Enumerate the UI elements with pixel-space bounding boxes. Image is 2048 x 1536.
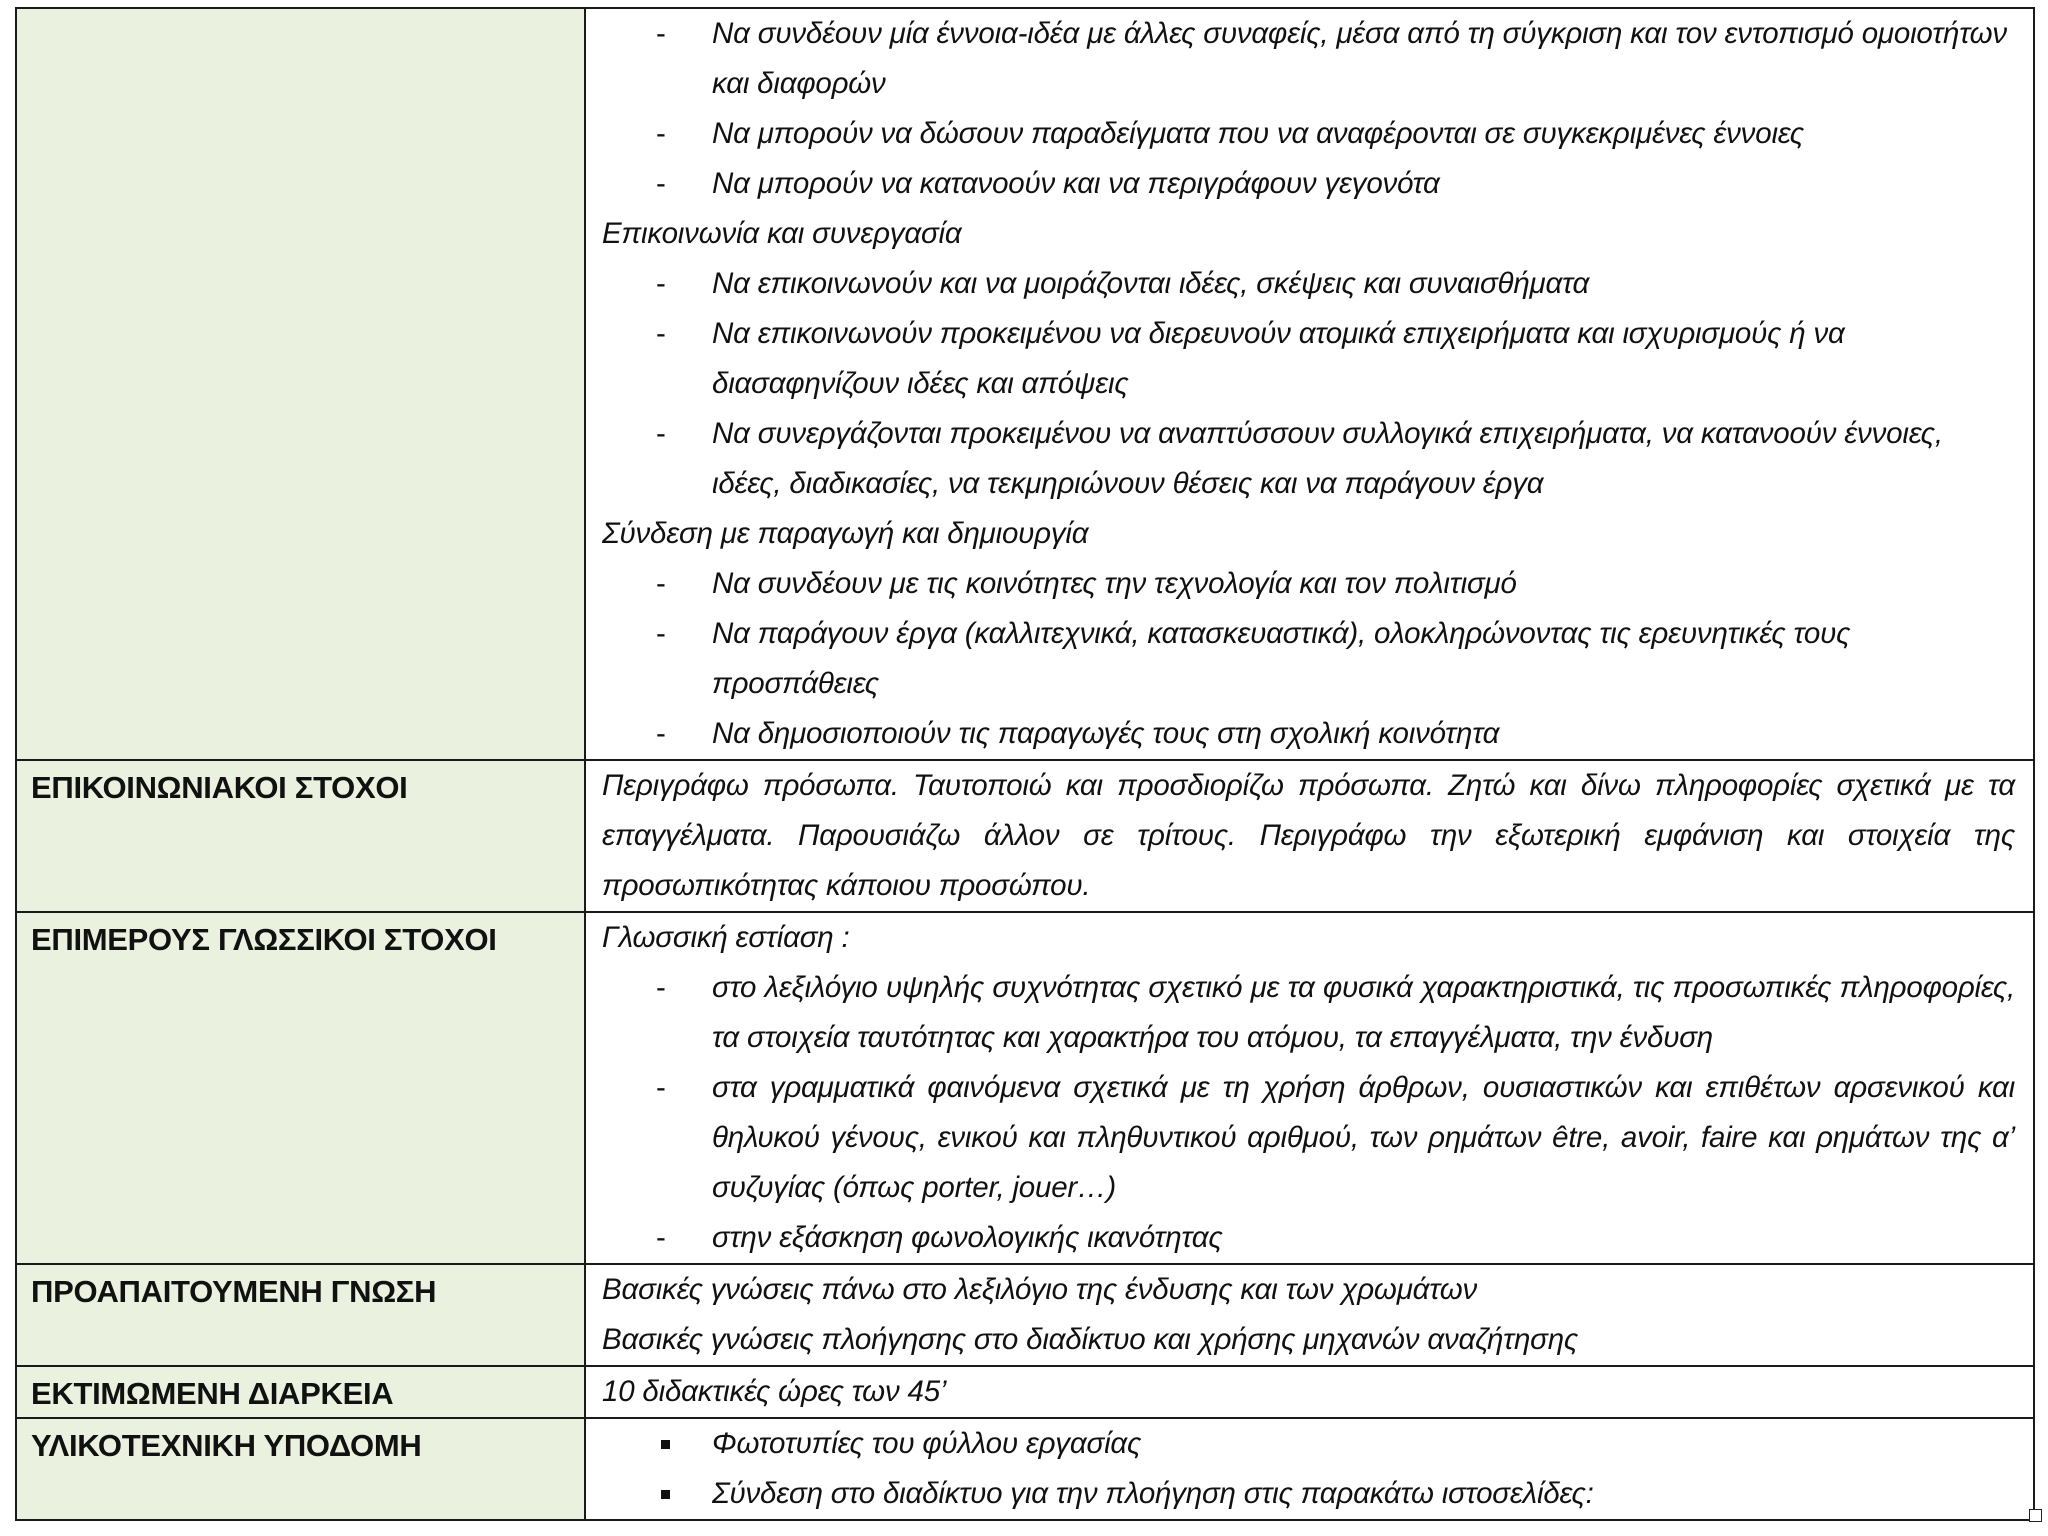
communicative-goals-text: Περιγράφω πρόσωπα. Ταυτοποιώ και προσδιορίζω πρόσωπα. Ζητώ και δίνω πληροφορίες σχετικά με τα επαγγέλματα. Παρουσιάζω άλλον σε τρίτους. Περιγράφω την εξωτερική εμφάνιση και στοιχεία της προσωπικότητας κάποιου προσώπου. [602,769,2015,902]
list-item: - στα γραμματικά φαινόμενα σχετικά με τη χρήση άρθρων, ουσιαστικών και επιθέτων αρσενικού και θηλυκού γένους, ενικού και πληθυντικού αριθμού, των ρημάτων être, avoir, faire και ρημάτων της α’ συζυγίας (όπως porter, jouer…) [602,1063,2015,1213]
list-item: - Να δημοσιοποιούν τις παραγωγές τους στη σχολική κοινότητα [602,709,2015,759]
list-item: - στο λεξιλόγιο υψηλής συχνότητας σχετικό με τα φυσικά χαρακτηριστικά, τις προσωπικές πληροφορίες, τα στοιχεία ταυτότητας και χαρακτήρα του ατόμου, τα επαγγέλματα, την ένδυση [602,963,2015,1063]
list-item: - στην εξάσκηση φωνολογικής ικανότητας [602,1213,2015,1263]
goals-continuation-cell [585,8,2034,760]
duration-label: ΕΚΤΙΜΩΜΕΝΗ ΔΙΑΡΚΕΙΑ [16,1366,585,1418]
communicative-goals-cell [585,760,2034,912]
lesson-plan-table [15,7,2035,1521]
communicative-goals-label: ΕΠΙΚΟΙΝΩΝΙΑΚΟΙ ΣΤΟΧΟΙ [16,760,585,912]
bullet-list-c [602,559,2015,759]
linguistic-bullet-list [602,963,2015,1263]
list-item: - Να μπορούν να δώσουν παραδείγματα που να αναφέρονται σε συγκεκριμένες έννοιες [602,109,2015,159]
linguistic-goals-cell [585,912,2034,1264]
list-item: Σύνδεση στο διαδίκτυο για την πλοήγηση στις παρακάτω ιστοσελίδες: [602,1469,2015,1519]
linguistic-goals-row [16,912,2034,1264]
list-item: - Να συνδέουν με τις κοινότητες την τεχνολογία και τον πολιτισμό [602,559,2015,609]
list-item: - Να παράγουν έργα (καλλιτεχνικά, κατασκευαστικά), ολοκληρώνοντας τις ερευνητικές τους προσπάθειες [602,609,2015,709]
prerequisite-line: Βασικές γνώσεις πλοήγησης στο διαδίκτυο και χρήσης μηχανών αναζήτησης [602,1323,1579,1356]
linguistic-goals-label: ΕΠΙΜΕΡΟΥΣ ΓΛΩΣΣΙΚΟΙ ΣΤΟΧΟΙ [16,912,585,1264]
section-heading-production: Σύνδεση με παραγωγή και δημιουργία [602,517,1089,550]
equipment-row [16,1418,2034,1520]
equipment-cell [585,1418,2034,1520]
bullet-list-a [602,9,2015,209]
duration-cell [585,1366,2034,1418]
bullet-list-b [602,259,2015,509]
prerequisite-cell [585,1264,2034,1366]
prerequisite-label: ΠΡΟΑΠΑΙΤΟΥΜΕΝΗ ΓΝΩΣΗ [16,1264,585,1366]
prerequisite-line: Βασικές γνώσεις πάνω στο λεξιλόγιο της ένδυσης και των χρωμάτων [602,1273,1478,1306]
section-heading-communication: Επικοινωνία και συνεργασία [602,217,962,250]
list-item: Φωτοτυπίες του φύλλου εργασίας [602,1419,2015,1469]
duration-row [16,1366,2034,1418]
equipment-label: ΥΛΙΚΟΤΕΧΝΙΚΗ ΥΠΟΔΟΜΗ [16,1418,585,1520]
list-item: - Να επικοινωνούν προκειμένου να διερευνούν ατομικά επιχειρήματα και ισχυρισμούς ή να διασαφηνίζουν ιδέες και απόψεις [602,309,2015,409]
communicative-goals-row [16,760,2034,912]
empty-label-cell [16,8,585,760]
equipment-bullet-list [602,1419,2015,1519]
duration-text: 10 διδακτικές ώρες των 45’ [602,1375,947,1408]
goals-continuation-row [16,8,2034,760]
linguistic-focus-heading: Γλωσσική εστίαση : [602,921,850,954]
list-item: - Να συνδέουν μία έννοια-ιδέα με άλλες συναφείς, μέσα από τη σύγκριση και τον εντοπισμό ομοιοτήτων και διαφορών [602,9,2015,109]
table-resize-handle[interactable] [2029,1509,2042,1522]
list-item: - Να συνεργάζονται προκειμένου να αναπτύσσουν συλλογικά επιχειρήματα, να κατανοούν έννοιες, ιδέες, διαδικασίες, να τεκμηριώνουν θέσεις και να παράγουν έργα [602,409,2015,509]
list-item: - Να μπορούν να κατανοούν και να περιγράφουν γεγονότα [602,159,2015,209]
prerequisite-row [16,1264,2034,1366]
list-item: - Να επικοινωνούν και να μοιράζονται ιδέες, σκέψεις και συναισθήματα [602,259,2015,309]
